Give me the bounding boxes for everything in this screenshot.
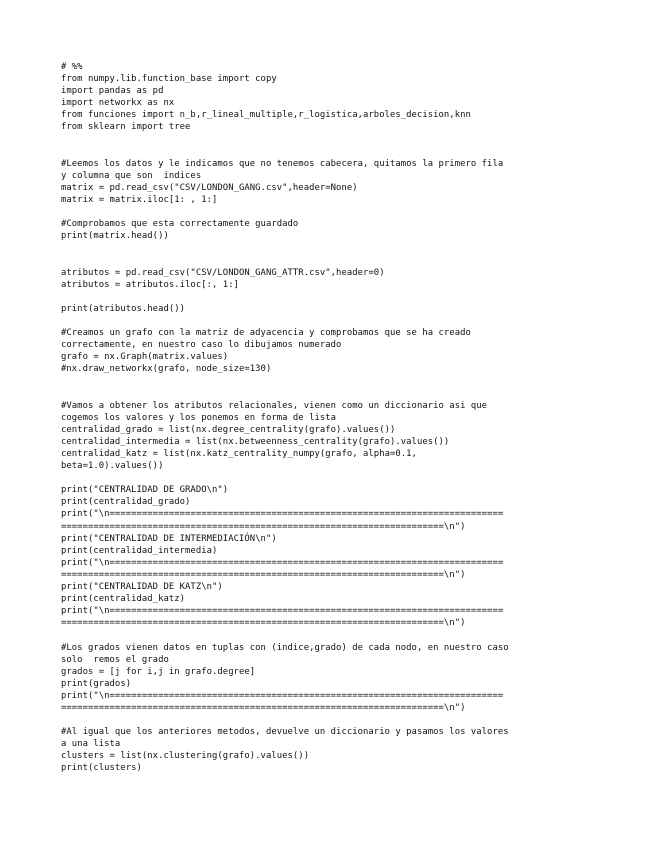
code-line: #Leemos los datos y le indicamos que no tenemos cabecera, quitamos la primero fila: [61, 158, 504, 169]
code-line: import networkx as nx: [61, 98, 175, 109]
blank-line: [61, 714, 601, 726]
code-line: print(centralidad_grado): [61, 497, 191, 508]
code-line: print(grados): [61, 678, 132, 689]
code-line: from numpy.lib.function_base import copy: [61, 74, 277, 85]
code-line: atributos = atributos.iloc[:, 1:]: [61, 279, 239, 290]
code-line: grados = [j for i,j in grafo.degree]: [61, 666, 256, 677]
code-line: cogemos los valores y los ponemos en forma de lista: [61, 412, 337, 423]
code-line: # %%: [61, 62, 83, 72]
code-line: =======================================================================\n"): [61, 618, 466, 629]
code-line: print(atributos.head()): [61, 303, 186, 314]
code-line: print("CENTRALIDAD DE GRADO\n"): [61, 485, 229, 496]
code-line: #Creamos un grafo con la matriz de adyacencia y comprobamos que se ha creado: [61, 328, 471, 339]
blank-line: [61, 388, 601, 400]
code-line: matrix = matrix.iloc[1: , 1:]: [61, 195, 218, 206]
code-line: grafo = nx.Graph(matrix.values): [61, 352, 229, 363]
code-line: correctamente, en nuestro caso lo dibujamos numerado: [61, 340, 342, 351]
code-line: centralidad_katz = list(nx.katz_centrality_numpy(grafo, alpha=0.1,: [61, 449, 417, 459]
code-line: a una lista: [61, 739, 121, 750]
code-line: centralidad_grado = list(nx.degree_centrality(grafo).values()): [61, 424, 396, 435]
blank-line: [61, 134, 601, 146]
blank-line: [61, 255, 601, 267]
code-line: print("\n=========================================================================: [61, 557, 504, 568]
code-line: print("\n=========================================================================: [61, 509, 504, 520]
blank-line: [61, 146, 601, 158]
code-line: =======================================================================\n"): [61, 521, 466, 532]
code-line: print(centralidad_intermedia): [61, 545, 218, 556]
code-line: print(matrix.head()): [61, 231, 169, 242]
code-line: print("\n=========================================================================: [61, 606, 504, 617]
code-line: print(clusters): [61, 763, 142, 774]
blank-line: [61, 472, 601, 484]
blank-line: [61, 206, 601, 218]
blank-line: [61, 629, 601, 641]
code-line: solo remos el grado: [61, 654, 169, 665]
blank-line: [61, 291, 601, 303]
code-line: from sklearn import tree: [61, 122, 191, 133]
code-line: print("CENTRALIDAD DE KATZ\n"): [61, 582, 223, 593]
code-line: print(centralidad_katz): [61, 594, 186, 605]
code-line: import pandas as pd: [61, 86, 164, 97]
code-line: from funciones import n_b,r_lineal_multiple,r_logistica,arboles_decision,knn: [61, 110, 471, 121]
code-line: #Los grados vienen datos en tuplas con (indice,grado) de cada nodo, en nuestro caso: [61, 642, 509, 653]
code-line: print("CENTRALIDAD DE INTERMEDIACIÓN\n"): [61, 533, 277, 544]
code-line: centralidad_intermedia = list(nx.betweenness_centrality(grafo).values()): [61, 436, 450, 447]
blank-line: [61, 375, 601, 387]
code-line: beta=1.0).values()): [61, 461, 164, 472]
blank-line: [61, 315, 601, 327]
blank-line: [61, 242, 601, 254]
code-line: print("\n=========================================================================: [61, 690, 504, 701]
code-line: clusters = list(nx.clustering(grafo).values()): [61, 751, 310, 762]
code-line: y columna que son indices: [61, 170, 202, 181]
code-line: #nx.draw_networkx(grafo, node_size=130): [61, 364, 272, 375]
code-line: =======================================================================\n"): [61, 702, 466, 713]
code-line: =======================================================================\n"): [61, 569, 466, 580]
code-line: #Al igual que los anteriores metodos, devuelve un diccionario y pasamos los valores: [61, 727, 509, 738]
code-line: matrix = pd.read_csv("CSV/LONDON_GANG.csv",header=None): [61, 182, 358, 193]
code-line: #Comprobamos que esta correctamente guardado: [61, 219, 299, 230]
code-line: #Vamos a obtener los atributos relacionales, vienen como un diccionario asi que: [61, 400, 488, 411]
code-line: atributos = pd.read_csv("CSV/LONDON_GANG_ATTR.csv",header=0): [61, 267, 385, 278]
code-block: [61, 61, 601, 775]
